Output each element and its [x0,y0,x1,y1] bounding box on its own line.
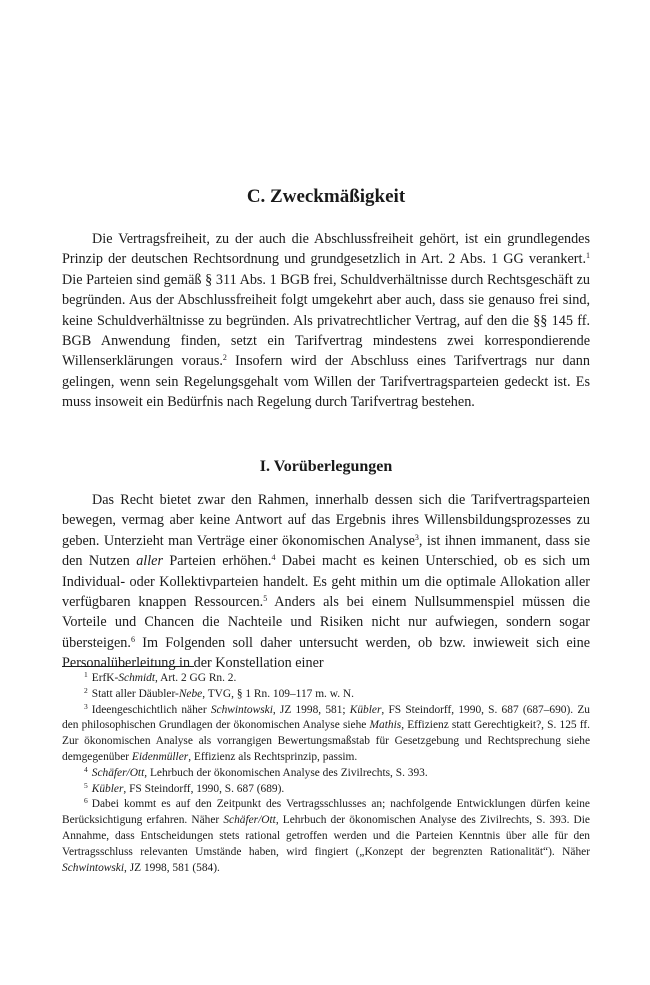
emphasized-text: Kübler [91,782,124,795]
emphasized-text: Schäfer/Ott [91,766,145,779]
text-run: Anders als bei einem Nullsummenspiel müssen die Vorteile und Chancen die Nachteile und Risiken nicht nur aufwiegen, sondern sogar übersteigen. [62,594,590,651]
footnote-number: 4 [84,764,88,774]
text-run: Dabei macht es keinen Unterschied, ob es sich um Individual- oder Kollektivparteien handelt. Es geht mithin um die optimale Allokation aller verfügbaren knappen Ressourcen. [62,553,590,611]
footnote-number: 2 [84,685,88,695]
text-run: , TVG, § 1 Rn. 109–117 m. w. N. [202,687,355,700]
footnote-reference: 2 [222,353,227,363]
footnote-number: 1 [84,670,88,679]
emphasized-text: Kübler [349,703,382,716]
text-run: , JZ 1998, 581; [272,703,350,716]
text-run: Insofern wird der Abschluss eines Tarifvertrags nur dann gelingen, wenn sein Regelungsgehalt vom Willen der Tarifvertragsparteien gedeckt ist. Es muss insoweit ein Bedürfnis nach Regelung durch Tarifvertrag bestehen. [62,353,590,411]
text-run: Ideengeschichtlich näher [91,703,211,716]
footnote-reference: 6 [130,634,135,644]
footnote-reference: 3 [414,532,419,542]
text-run: ErfK- [91,672,119,684]
footnote-number: 3 [84,701,88,711]
emphasized-text: Schwintowski [210,703,273,716]
text-run: Dabei kommt es auf den Zeitpunkt des Vertragsschlusses an; nachfolgende Entwicklungen dürfen keine Berücksichtigung erfahren. Näher [62,798,590,827]
footnote-list [62,671,590,876]
footnote-1 [62,671,590,687]
text-run: , ist ihnen immanent, dass sie den Nutzen [62,532,590,570]
footnote-number: 5 [84,780,88,790]
text-run: Statt aller Däubler- [91,687,179,700]
footnote-reference: 1 [586,251,590,261]
emphasized-text: Nebe [178,687,203,700]
text-run: , Art. 2 GG Rn. 2. [155,672,237,684]
footnotes [62,666,590,876]
footnote-divider [62,666,194,667]
emphasized-text: Schwintowski [62,861,125,874]
footnote-number: 6 [84,796,88,806]
emphasized-text: Schmidt [118,672,156,684]
text-run: , Effizienz als Rechtsprinzip, passim. [188,750,358,763]
subsection-heading: I. Vorüberlegungen [259,458,393,475]
footnote-reference: 5 [263,594,268,604]
footnote-5 [62,782,590,798]
body-paragraph-1 [62,229,590,413]
emphasized-text: Mathis [369,719,402,732]
text-run: , Lehrbuch der ökonomischen Analyse des Zivilrechts, S. 393. [144,766,428,779]
text-run: , FS Steindorff, 1990, S. 687 (687–690). Zu den philosophischen Grundlagen der ökonomischen Analyse siehe [62,703,590,732]
emphasized-text: aller [136,553,163,570]
footnote-reference: 4 [271,553,276,563]
section-heading: C. Zweckmäßigkeit [246,186,406,207]
text-run: Parteien erhöhen. [162,553,272,570]
footnote-6 [62,797,590,876]
text-run: Die Parteien sind gemäß § 311 Abs. 1 BGB frei, Schuldverhältnisse durch Rechtsgeschäft zu begründen. Aus der Abschlussfreiheit folgt umgekehrt aber auch, dass sie genauso frei sind, keine Schuldverhältnisse zu begründen. Als privatrechtlicher Vertrag, auf den die §§ 145 ff. BGB Anwendung finden, setzt ein Tarifvertrag mindestens zwei korrespondierende Willenserklärungen voraus. [62,271,590,370]
footnote-3 [62,703,590,766]
footnote-2 [62,687,590,703]
text-run: , JZ 1998, 581 (584). [124,861,220,874]
text-run: , Effizienz statt Gerechtigkeit?, S. 125 ff. Zur ökonomischen Analyse als vorrangigen Bewertungsmaßstab für Gesetzgebung und Rechtsprechung siehe demgegenüber [62,719,590,763]
footnote-4 [62,766,590,782]
text-run: Das Recht bietet zwar den Rahmen, innerhalb dessen sich die Tarifvertragsparteien bewegen, vermag aber keine Antwort auf das Ergebnis ihres Willensbildungsprozesses zu geben. Unterzieht man Verträge einer ökonomischen Analyse [62,492,590,549]
emphasized-text: Eidenmüller [131,750,189,763]
text-run: , FS Steindorff, 1990, S. 687 (689). [123,782,285,795]
text-run: Im Folgenden soll daher untersucht werden, ob bzw. inwieweit sich eine Personalüberleitung in der Konstellation einer [62,634,590,672]
body-paragraph-2 [62,490,590,674]
emphasized-text: Schäfer/Ott [223,814,276,827]
text-run: Die Vertragsfreiheit, zu der auch die Abschlussfreiheit gehört, ist ein grundlegendes Prinzip der deutschen Rechtsordnung und grundgesetzlich in Art. 2 Abs. 1 GG verankert. [62,231,590,268]
text-run: , Lehrbuch der ökonomischen Analyse des Zivilrechts, S. 393. Die Annahme, dass Entscheidungen stets rational getroffen werden und die Parteien Kenntnis über alle für den Vertragsschluss relevanten Umstände haben, wird fingiert („Konzept der begrenzten Rationalität“). Näher [62,814,590,858]
